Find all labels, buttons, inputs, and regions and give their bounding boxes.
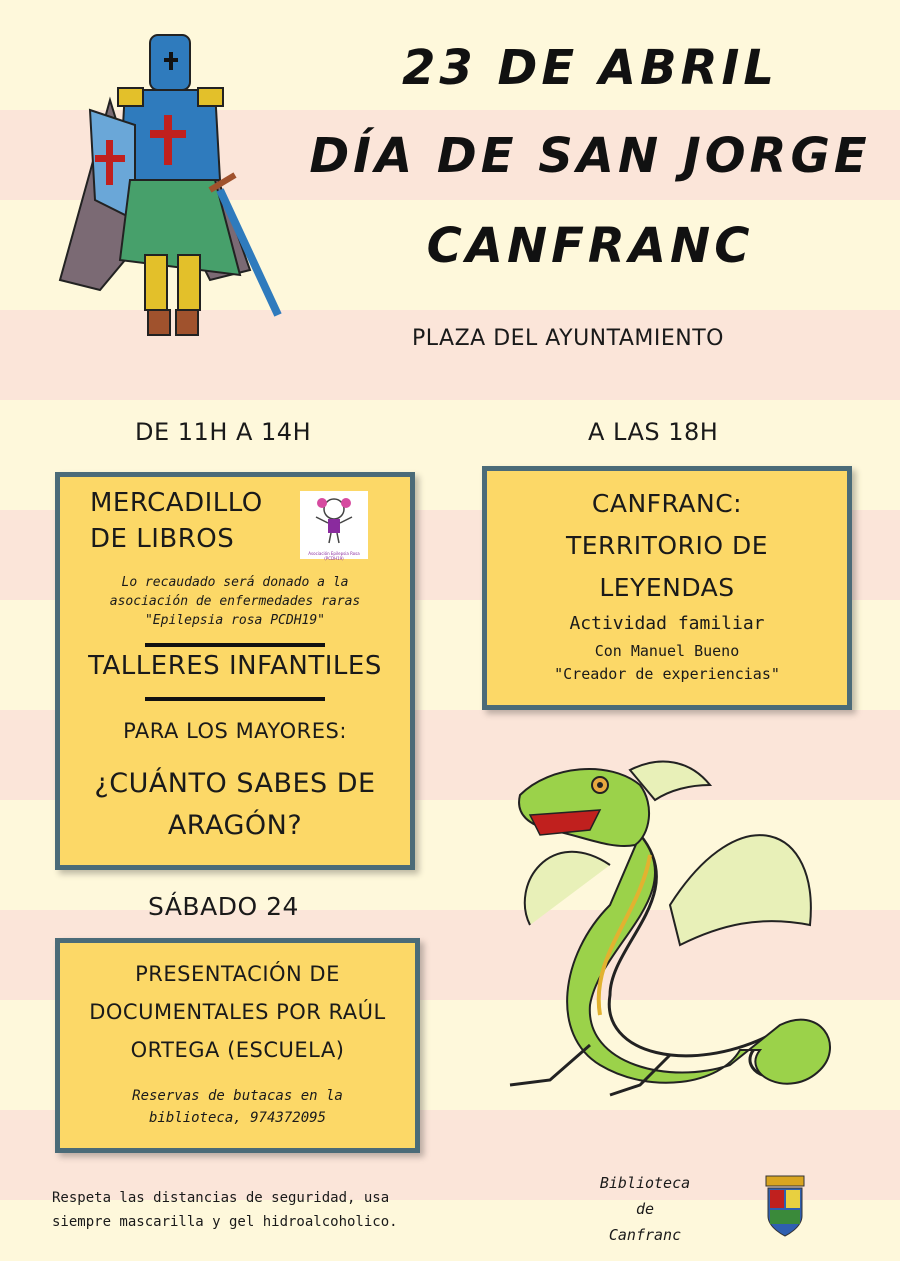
saturday-card: [55, 938, 420, 1153]
girl-drawing-icon: [300, 491, 368, 547]
organizer-line-1: Biblioteca: [599, 1174, 691, 1192]
evening-host: Con Manuel Bueno: [594, 642, 740, 660]
saturday-heading: SÁBADO 24: [148, 892, 299, 921]
evening-host-role: "Creador de experiencias": [554, 665, 780, 683]
evening-title-line-2: TERRITORIO DE: [565, 531, 769, 560]
donation-note: [60, 573, 410, 630]
seniors-heading: PARA LOS MAYORES:: [123, 719, 347, 743]
knight-illustration: [40, 30, 290, 350]
morning-card: [55, 472, 415, 870]
organizer-line-3: Canfranc: [608, 1226, 682, 1244]
saturday-title-line-3: ORTEGA (ESCUELA): [130, 1038, 345, 1062]
organizer: [580, 1170, 710, 1248]
market-title-line-2: DE LIBROS: [90, 524, 235, 554]
reservation-note: [60, 1085, 415, 1129]
separator-2: [60, 697, 410, 701]
evening-title: [487, 483, 847, 609]
canfranc-coat-of-arms-icon: [762, 1172, 808, 1240]
morning-time: DE 11H A 14H: [135, 418, 312, 446]
evening-title-line-1: CANFRANC:: [591, 489, 743, 518]
logo-text-line-1: Asociación Epilepsia Rosa: [308, 551, 360, 556]
reservation-line-2: biblioteca, 974372095: [148, 1110, 326, 1126]
organizer-line-2: de: [635, 1200, 655, 1218]
workshops-heading: TALLERES INFANTILES: [88, 651, 382, 681]
location: PLAZA DEL AYUNTAMIENTO: [412, 326, 724, 351]
logo-text-line-2: (PCDH19): [324, 556, 344, 561]
saturday-title-line-2: DOCUMENTALES POR RAÚL: [89, 1000, 386, 1024]
safety-notice: [52, 1186, 398, 1234]
title-date: 23 DE ABRIL: [402, 40, 778, 96]
donation-line-3: "Epilepsia rosa PCDH19": [144, 613, 325, 628]
epilepsia-rosa-logo: [300, 491, 368, 559]
dragon-illustration: [490, 755, 870, 1110]
reservation-line-1: Reservas de butacas en la: [132, 1088, 343, 1104]
safety-line-1: Respeta las distancias de seguridad, usa: [52, 1190, 390, 1206]
title-event: DÍA DE SAN JORGE: [309, 128, 871, 184]
market-title: [90, 485, 263, 557]
quiz-line-1: ¿CUÁNTO SABES DE: [94, 768, 376, 799]
donation-line-1: Lo recaudado será donado a la: [121, 575, 349, 590]
saturday-title-line-1: PRESENTACIÓN DE: [135, 962, 340, 986]
title-town: CANFRANC: [426, 218, 754, 274]
quiz-line-2: ARAGÓN?: [167, 810, 303, 841]
donation-line-2: asociación de enfermedades raras: [109, 594, 361, 609]
safety-line-2: siempre mascarilla y gel hidroalcoholico.: [52, 1214, 398, 1230]
quiz-heading: [60, 763, 410, 847]
evening-time: A LAS 18H: [588, 418, 719, 446]
separator-1: [60, 643, 410, 647]
evening-title-line-3: LEYENDAS: [599, 573, 735, 602]
market-title-line-1: MERCADILLO: [90, 488, 263, 518]
evening-card: [482, 466, 852, 710]
saturday-title: [60, 955, 415, 1069]
evening-activity: Actividad familiar: [569, 613, 765, 634]
